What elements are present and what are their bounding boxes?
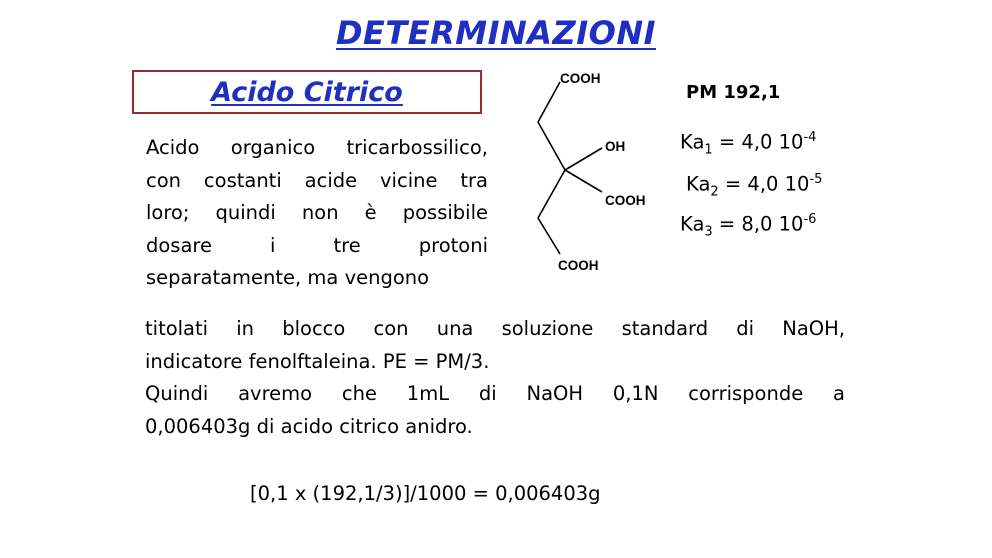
ka2-exponent: -5 xyxy=(809,172,823,187)
ka3-name: Ka xyxy=(680,212,705,236)
intro-line: con costanti acide vicine tra xyxy=(146,168,488,192)
molecular-weight: PM 192,1 xyxy=(686,82,781,103)
ka3-index: 3 xyxy=(704,224,713,240)
slide-title: DETERMINAZIONI xyxy=(335,14,657,52)
ka1-index: 1 xyxy=(704,142,713,158)
body-line: Quindi avremo che 1mL di NaOH 0,1N corrisponde a xyxy=(145,382,845,405)
intro-paragraph xyxy=(146,132,488,295)
citric-acid-structure xyxy=(520,66,670,276)
cooh-bottom-label: COOH xyxy=(558,258,599,273)
body-line: titolati in blocco con una soluzione standard di NaOH, xyxy=(145,317,845,340)
ka2 xyxy=(686,172,822,199)
intro-line: Acido organico tricarbossilico, xyxy=(146,136,488,159)
cooh-top-label: COOH xyxy=(560,71,601,86)
subtitle-box xyxy=(132,70,482,114)
ka3-exponent: -6 xyxy=(803,212,817,227)
intro-line: separatamente, ma vengono xyxy=(146,266,430,289)
body-paragraph xyxy=(145,313,845,443)
calculation-formula: [0,1 x (192,1/3)]/1000 = 0,006403g xyxy=(250,482,601,505)
ka3-value: = 8,0 10 xyxy=(718,212,804,236)
oh-label: OH xyxy=(605,139,626,154)
intro-line: loro; quindi non è possibile xyxy=(146,201,488,224)
ka2-index: 2 xyxy=(710,184,719,200)
ka3 xyxy=(680,212,816,239)
body-line: 0,006403g di acido citrico anidro. xyxy=(145,414,473,438)
ka2-name: Ka xyxy=(686,172,711,196)
body-line: indicatore fenolftaleina. PE = PM/3. xyxy=(145,349,490,373)
ka1-name: Ka xyxy=(680,130,705,154)
ka1-exponent: -4 xyxy=(803,130,817,145)
subtitle: Acido Citrico xyxy=(211,76,403,108)
ka1 xyxy=(680,130,816,157)
intro-line: dosare i tre protoni xyxy=(146,233,488,257)
ka1-value: = 4,0 10 xyxy=(718,130,804,154)
structure-bonds xyxy=(538,82,602,254)
ka2-value: = 4,0 10 xyxy=(724,172,810,196)
cooh-middle-label: COOH xyxy=(605,193,646,208)
